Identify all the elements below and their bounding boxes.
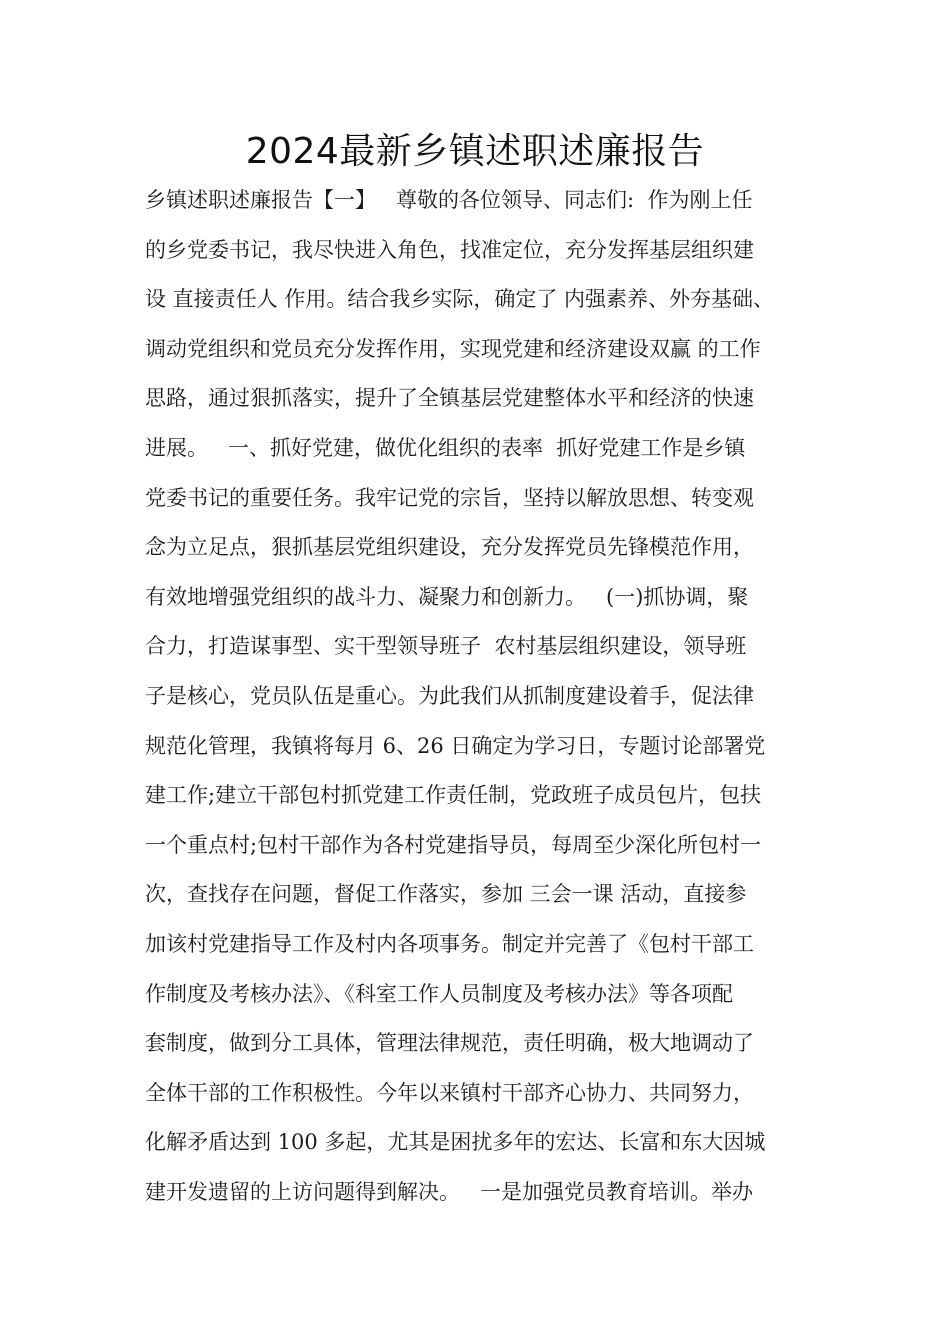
- body-line: 套制度，做到分工具体，管理法律规范，责任明确，极大地调动了: [145, 1031, 754, 1056]
- body-line: 一个重点村;包村干部作为各村党建指导员，每周至少深化所包村一: [145, 832, 762, 857]
- body-line: 乡镇述职述廉报告【一】 尊敬的各位领导、同志们: 作为刚上任: [145, 188, 753, 212]
- body-line: 建工作;建立干部包村抓党建工作责任制，党政班子成员包片，包扶: [145, 783, 762, 808]
- document-body: [145, 176, 845, 1217]
- body-line: 党委书记的重要任务。我牢记党的宗旨，坚持以解放思想、转变观: [145, 485, 754, 510]
- body-line: 的乡党委书记，我尽快进入角色，找准定位，充分发挥基层组织建: [145, 237, 754, 262]
- body-line: 规范化管理，我镇将每月 6、26 日确定为学习日，专题讨论部署党: [145, 733, 766, 758]
- body-line: 有效地增强党组织的战斗力、凝聚力和创新力。 (一)抓协调，聚: [145, 584, 749, 609]
- body-line: 设 直接责任人 作用。结合我乡实际，确定了 内强素养、外夯基础、: [145, 287, 775, 312]
- body-line: 建开发遗留的上访问题得到解决。 一是加强党员教育培训。举办: [145, 1179, 754, 1204]
- body-line: 次，查找存在问题，督促工作落实，参加 三会一课 活动，直接参: [145, 882, 747, 907]
- body-line: 念为立足点，狠抓基层党组织建设，充分发挥党员先锋模范作用，: [145, 535, 754, 560]
- body-line: 合力，打造谋事型、实干型领导班子 农村基层组织建设，领导班: [145, 634, 747, 659]
- body-line: 进展。 一、抓好党建，做优化组织的表率 抓好党建工作是乡镇: [145, 435, 746, 460]
- body-line: 作制度及考核办法》、《科室工作人员制度及考核办法》等各项配: [145, 981, 733, 1006]
- document-title: 2024最新乡镇述职述廉报告: [245, 131, 705, 172]
- body-line: 全体干部的工作积极性。今年以来镇村干部齐心协力、共同努力，: [145, 1080, 754, 1105]
- body-line: 加该村党建指导工作及村内各项事务。制定并完善了《包村干部工: [145, 931, 754, 956]
- body-line: 调动党组织和党员充分发挥作用，实现党建和经济建设双赢 的工作: [145, 336, 761, 361]
- body-line: 思路，通过狠抓落实，提升了全镇基层党建整体水平和经济的快速: [145, 386, 754, 411]
- body-line: 化解矛盾达到 100 多起，尤其是困扰多年的宏达、长富和东大因城: [145, 1130, 766, 1155]
- body-line: 子是核心，党员队伍是重心。为此我们从抓制度建设着手，促法律: [145, 683, 754, 708]
